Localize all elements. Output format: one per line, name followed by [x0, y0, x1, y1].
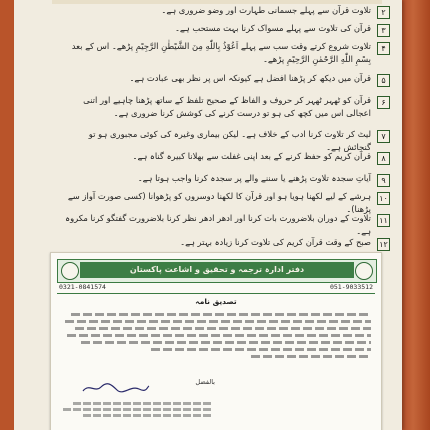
- rule-item: [50, 94, 390, 120]
- rule-item: [50, 172, 390, 187]
- rule-number: ۷: [377, 130, 390, 143]
- certificate-header: [57, 259, 377, 283]
- rule-item: [50, 4, 390, 19]
- rule-text: قرآن کی تلاوت سے پہلے مسواک کرنا بہت مستحب ہے۔: [174, 23, 371, 33]
- rule-number: ۱۲: [377, 238, 390, 251]
- rule-item: [50, 212, 390, 238]
- rule-number: ۴: [377, 42, 390, 55]
- rule-item: [50, 72, 390, 87]
- rule-number: ۵: [377, 74, 390, 87]
- rule-text: تلاوت قرآن سے پہلے جسمانی طہارت اور وضو ضروری ہے۔: [161, 5, 371, 15]
- phone-number-left: 0321-0841574: [59, 283, 106, 291]
- book-cover-edge: [402, 0, 430, 430]
- seal-icon: [355, 262, 373, 280]
- rule-item: [50, 150, 390, 165]
- rule-text: تلاوت شروع کرتے وقت سب سے پہلے اَعُوْذُ بِاللّٰهِ مِنَ الشَّيْطٰنِ الرَّجِيْمِ پڑھے۔ اس کے بعد بِسْمِ اللّٰهِ الرَّحْمٰنِ الرَّحِيْمِ پڑھے۔: [71, 41, 371, 64]
- rule-text: قرآن میں دیکھ کر پڑھنا افضل ہے کیونکہ اس پر نظر بھی عبادت ہے۔: [129, 73, 371, 83]
- rule-text: آیاتِ سجدہ تلاوت پڑھنے یا سننے والے پر سجدہ کرنا واجب ہوتا ہے۔: [137, 173, 371, 183]
- rule-text: لیٹ کر تلاوت کرنا ادب کے خلاف ہے۔ لیکن بیماری وغیرہ کی کوئی مجبوری ہو تو گنجائش ہے۔: [88, 129, 371, 152]
- certificate-body: [65, 309, 371, 358]
- certificate-header-text: دفتر ادارہ ترجمہ و تحقیق و اشاعت پاکستان: [80, 262, 354, 278]
- phone-number-right: 051-9033512: [329, 283, 373, 291]
- divider: [57, 293, 375, 294]
- certificate-title: تصدیق نامہ: [195, 297, 237, 306]
- rule-number: ۶: [377, 96, 390, 109]
- rule-item: [50, 40, 390, 66]
- rule-text: قرآن کریم کو حفظ کرنے کے بعد اپنی غفلت سے بھلانا کبیرہ گناہ ہے۔: [132, 151, 371, 161]
- book-page: [14, 0, 402, 430]
- rule-text: صبح کے وقت قرآن کریم کی تلاوت کرنا زیادہ بہتر ہے۔: [180, 237, 371, 247]
- seal-icon: [61, 262, 79, 280]
- signature-label: بالفضل: [195, 378, 215, 386]
- stamp-text: [63, 399, 213, 417]
- rule-number: ۳: [377, 24, 390, 37]
- rule-text: ہرشے کے لیے لکھنا ہویا ہو اور قرآن کا لکھنا دوسروں کو پڑھوانا (کسی صورت آواز سے پڑھنا)۔: [67, 191, 371, 214]
- rule-number: ۲: [377, 6, 390, 19]
- approval-certificate: [50, 252, 382, 430]
- rule-item: [50, 236, 390, 251]
- rule-number: ۱۱: [377, 214, 390, 227]
- signature-icon: [81, 381, 151, 395]
- rule-text: تلاوت کے دوران بلاضرورت بات کرنا اور ادھر ادھر نظر کرنا بلاضرورت گفتگو کرنا مکروہ ہے۔: [65, 213, 371, 236]
- rule-number: ۹: [377, 174, 390, 187]
- rule-text: قرآن کو ٹھہر ٹھہر کر حروف و الفاظ کے صحیح تلفظ کے ساتھ پڑھنا چاہیے اور اتنی اعجالی اس میں کچھ کی ہو تو درست کرنے کی کوشش کرنا ضروری ہے۔: [83, 95, 371, 118]
- rule-number: ۸: [377, 152, 390, 165]
- rule-item: [50, 22, 390, 37]
- rule-number: ۱۰: [377, 192, 390, 205]
